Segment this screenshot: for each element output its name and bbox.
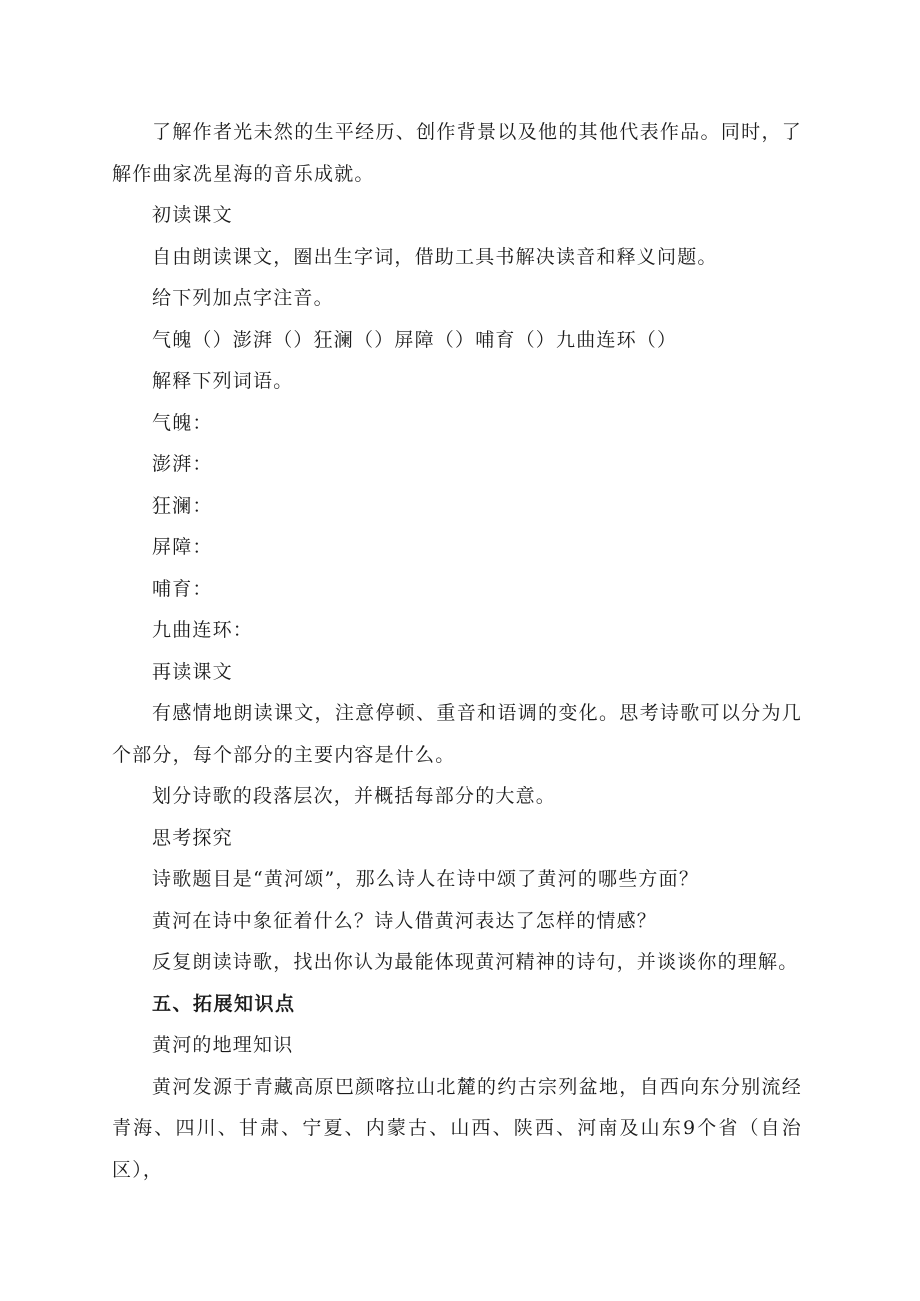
term-pingzhang: 屏障： — [152, 536, 213, 558]
section-thinking: 思考探究 — [152, 826, 233, 849]
paragraph-emotional-reading: 有感情地朗读课文，注意停顿、重音和语调的变化。思考诗歌可以分为几个部分，每个部分的主要内容是什么。 — [112, 702, 802, 766]
section-geography: 黄河的地理知识 — [152, 1034, 294, 1056]
paragraph-divide-sections: 划分诗歌的段落层次，并概括每部分的大意。 — [152, 785, 557, 807]
term-jiuqulianhuan: 九曲连环： — [152, 619, 254, 641]
question-symbolism: 黄河在诗中象征着什么？诗人借黄河表达了怎样的情感？ — [152, 909, 658, 932]
heading-extended-knowledge: 五、拓展知识点 — [152, 992, 296, 1015]
question-title-aspects: 诗歌题目是“黄河颂”，那么诗人在诗中颂了黄河的哪些方面？ — [152, 868, 700, 890]
question-spirit-lines: 反复朗读诗歌，找出你认为最能体现黄河精神的诗句，并谈谈你的理解。 — [152, 951, 799, 973]
paragraph-yellow-river-geography: 黄河发源于青藏高原巴颜喀拉山北麓的约古宗列盆地，自西向东分别流经青海、四川、甘肃、宁夏、内蒙古、山西、陕西、河南及山东9个省（自治区）， — [112, 1075, 802, 1181]
paragraph-pinyin-task: 给下列加点字注音。 — [152, 287, 334, 309]
term-buyu: 哺育： — [152, 577, 213, 600]
term-qipo: 气魄： — [152, 411, 213, 434]
document-body — [112, 112, 802, 1191]
section-second-reading: 再读课文 — [152, 660, 233, 683]
paragraph-pinyin-words: 气魄（）澎湃（）狂澜（）屏障（）哺育（）九曲连环（） — [152, 328, 678, 351]
term-pengpai: 澎湃： — [152, 453, 213, 475]
paragraph-explain-task: 解释下列词语。 — [152, 370, 294, 392]
term-kuanglan: 狂澜： — [152, 494, 213, 517]
paragraph-free-reading: 自由朗读课文，圈出生字词，借助工具书解决读音和释义问题。 — [152, 245, 718, 268]
section-first-reading: 初读课文 — [152, 204, 233, 226]
paragraph-author-background: 了解作者光未然的生平经历、创作背景以及他的其他代表作品。同时，了解作曲家冼星海的音乐成就。 — [112, 121, 802, 185]
